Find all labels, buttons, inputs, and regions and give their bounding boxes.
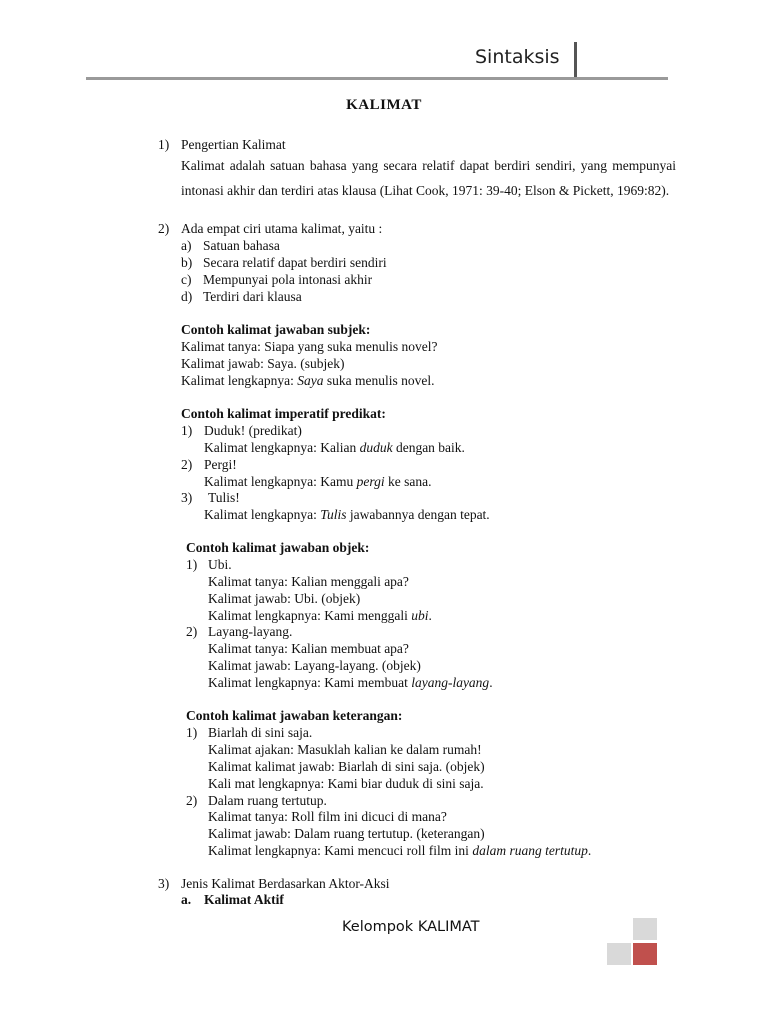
section-2-heading: Ada empat ciri utama kalimat, yaitu : — [181, 221, 383, 236]
keterangan-heading: Contoh kalimat jawaban keterangan: — [186, 708, 403, 723]
imperatif-lengkap: Kalimat lengkapnya: Kamu pergi ke sana. — [204, 474, 432, 489]
keterangan-number: 2) — [186, 793, 198, 808]
header-rule — [86, 77, 668, 80]
objek-number: 2) — [186, 624, 198, 639]
objek-number: 1) — [186, 557, 198, 572]
list-marker: b) — [181, 255, 193, 270]
keterangan-lengkap: Kalimat lengkapnya: Kami mencuci roll film ini dalam ruang tertutup. — [208, 843, 592, 858]
list-marker: a) — [181, 238, 192, 253]
objek-jawab: Kalimat jawab: Layang-layang. (objek) — [208, 658, 421, 673]
imperatif-word: Duduk! (predikat) — [204, 423, 302, 438]
keterangan-line: Kalimat kalimat jawab: Biarlah di sini saja. (objek) — [208, 759, 485, 774]
subjek-jawab: Kalimat jawab: Saya. (subjek) — [181, 356, 345, 371]
objek-tanya: Kalimat tanya: Kalian membuat apa? — [208, 641, 409, 656]
imperatif-word: Pergi! — [204, 457, 237, 472]
keterangan-number: 1) — [186, 725, 198, 740]
keterangan-line: Kalimat jawab: Dalam ruang tertutup. (keterangan) — [208, 826, 485, 841]
keterangan-word: Biarlah di sini saja. — [208, 725, 313, 740]
header-vertical-bar — [574, 42, 577, 78]
section-3-sub-marker: a. — [181, 892, 192, 907]
objek-heading: Contoh kalimat jawaban objek: — [186, 540, 370, 555]
section-1-heading: Pengertian Kalimat — [181, 137, 286, 152]
list-item: Terdiri dari klausa — [203, 289, 302, 304]
keterangan-line: Kalimat ajakan: Masuklah kalian ke dalam rumah! — [208, 742, 482, 757]
footer-decor-square — [633, 918, 657, 940]
section-1-paragraph: Kalimat adalah satuan bahasa yang secara relatif dapat berdiri sendiri, yang mempunyai intonasi akhir dan terdiri atas klausa (Lihat Cook, 1971: 39-40; Elson & Pickett, 1969:82). — [181, 158, 676, 198]
footer-decor-square-accent — [633, 943, 657, 965]
objek-tanya: Kalimat tanya: Kalian menggali apa? — [208, 574, 409, 589]
imperatif-heading: Contoh kalimat imperatif predikat: — [181, 406, 386, 421]
objek-jawab: Kalimat jawab: Ubi. (objek) — [208, 591, 361, 606]
keterangan-word: Dalam ruang tertutup. — [208, 793, 327, 808]
subjek-heading: Contoh kalimat jawaban subjek: — [181, 322, 371, 337]
list-marker: d) — [181, 289, 193, 304]
document-title: KALIMAT — [346, 97, 422, 113]
imperatif-number: 2) — [181, 457, 193, 472]
objek-word: Layang-layang. — [208, 624, 293, 639]
keterangan-line: Kalimat tanya: Roll film ini dicuci di mana? — [208, 809, 447, 824]
objek-word: Ubi. — [208, 557, 232, 572]
header-title: Sintaksis — [475, 46, 560, 68]
imperatif-word: Tulis! — [208, 490, 240, 505]
subjek-lengkap: Kalimat lengkapnya: Saya suka menulis novel. — [181, 373, 435, 388]
imperatif-number: 3) — [181, 490, 193, 505]
keterangan-lengkap: Kali mat lengkapnya: Kami biar duduk di sini saja. — [208, 776, 484, 791]
section-1-number: 1) — [158, 137, 170, 152]
footer-text: Kelompok KALIMAT — [342, 919, 480, 935]
section-3-sub-heading: Kalimat Aktif — [204, 892, 284, 907]
section-3-number: 3) — [158, 876, 170, 891]
objek-lengkap: Kalimat lengkapnya: Kami menggali ubi. — [208, 608, 432, 623]
list-marker: c) — [181, 272, 192, 287]
footer-decor-square — [607, 943, 631, 965]
imperatif-lengkap: Kalimat lengkapnya: Tulis jawabannya dengan tepat. — [204, 507, 490, 522]
list-item: Mempunyai pola intonasi akhir — [203, 272, 373, 287]
imperatif-lengkap: Kalimat lengkapnya: Kalian duduk dengan baik. — [204, 440, 465, 455]
objek-lengkap: Kalimat lengkapnya: Kami membuat layang-layang. — [208, 675, 493, 690]
section-2-number: 2) — [158, 221, 170, 236]
section-3-heading: Jenis Kalimat Berdasarkan Aktor-Aksi — [181, 876, 390, 891]
imperatif-number: 1) — [181, 423, 193, 438]
list-item: Satuan bahasa — [203, 238, 280, 253]
list-item: Secara relatif dapat berdiri sendiri — [203, 255, 387, 270]
subjek-tanya: Kalimat tanya: Siapa yang suka menulis novel? — [181, 339, 438, 354]
